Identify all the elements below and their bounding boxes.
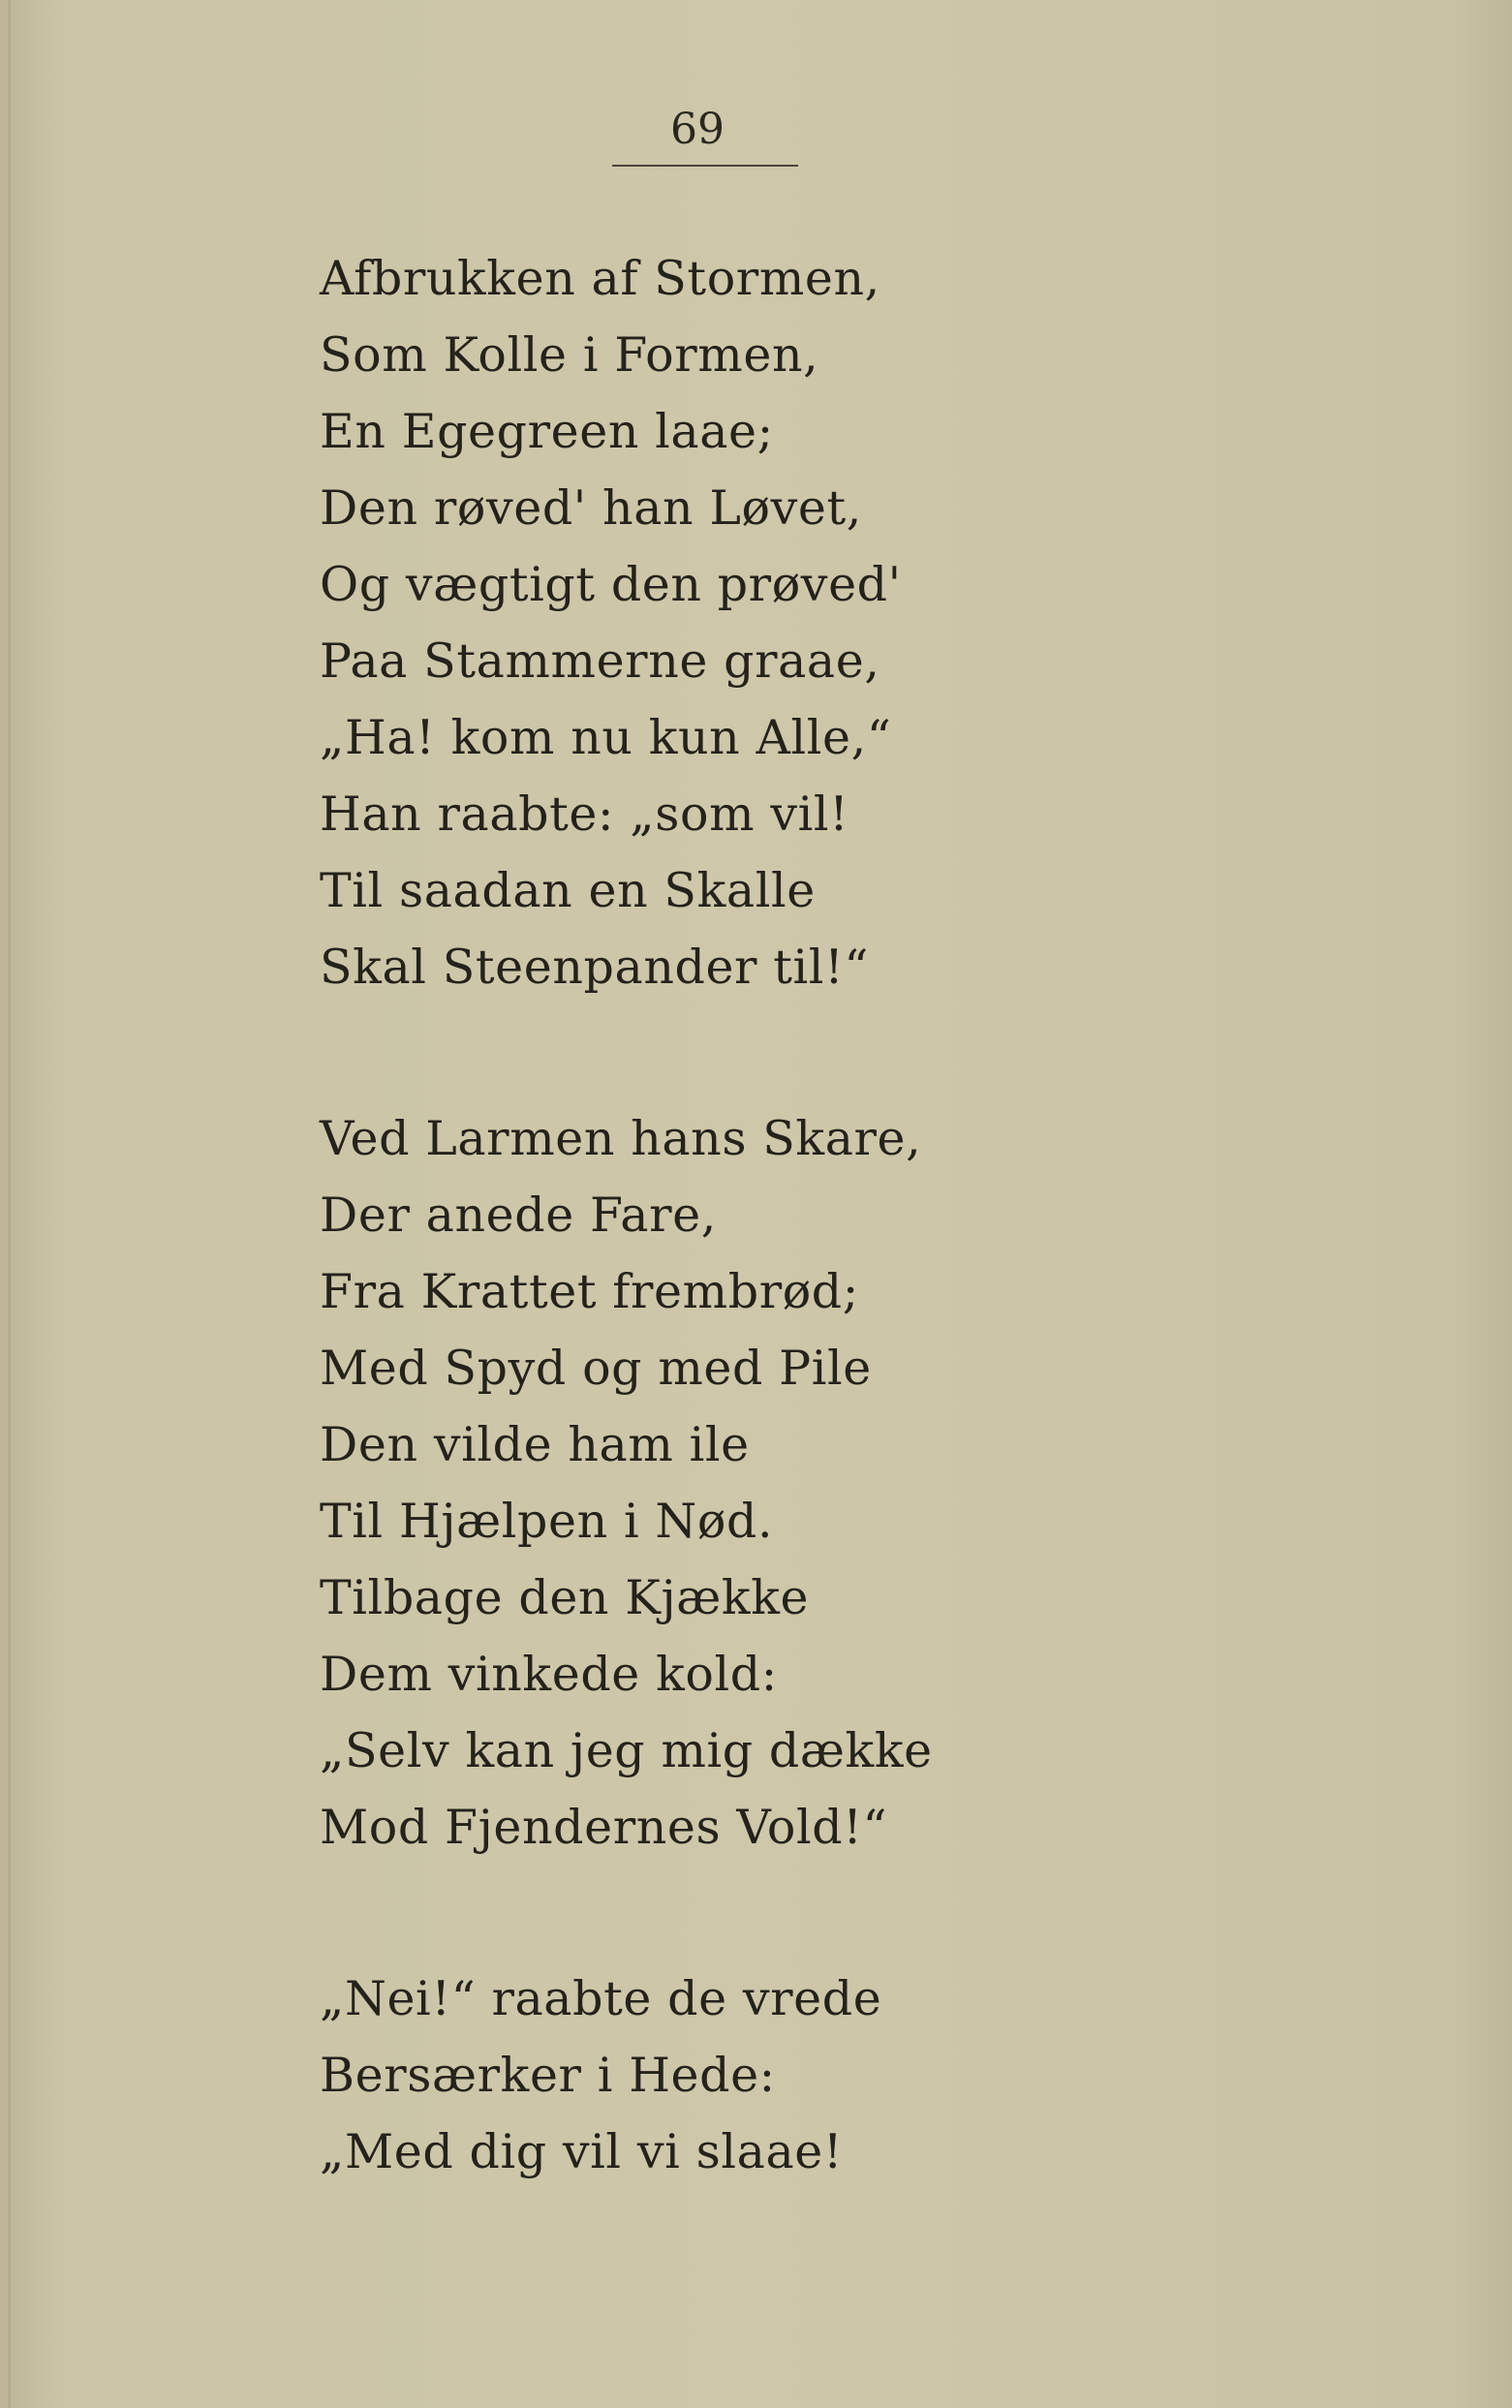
page-number: 69 — [670, 105, 725, 154]
verse-line: Mod Fjendernes Vold!“ — [320, 1800, 888, 1855]
verse-line: Afbrukken af Stormen, — [320, 251, 880, 306]
verse-line: Paa Stammerne graae, — [320, 633, 880, 689]
verse-line: Til saadan en Skalle — [320, 863, 816, 918]
verse-line: Han raabte: „som vil! — [320, 787, 849, 842]
verse-line: Som Kolle i Formen, — [320, 327, 819, 383]
verse-line: Den vilde ham ile — [320, 1417, 750, 1472]
verse-line: Ved Larmen hans Skare, — [320, 1111, 922, 1166]
verse-line: „Selv kan jeg mig dække — [320, 1723, 933, 1778]
verse-line: Tilbage den Kjække — [320, 1570, 810, 1625]
verse-line: Og vægtigt den prøved' — [320, 557, 902, 612]
page-edge — [8, 0, 11, 2408]
verse-line: Der anede Fare, — [320, 1188, 717, 1243]
verse-line: „Ha! kom nu kun Alle,“ — [320, 710, 892, 765]
verse-line: Til Hjælpen i Nød. — [320, 1494, 774, 1549]
verse-line: „Nei!“ raabte de vrede — [320, 1971, 882, 2026]
header-rule — [612, 165, 798, 167]
stanza-2 — [320, 1100, 1288, 1866]
verse-line: Fra Krattet frembrød; — [320, 1264, 859, 1319]
verse-line: „Med dig vil vi slaae! — [320, 2124, 844, 2179]
verse-line: En Egegreen laae; — [320, 404, 774, 459]
verse-line: Den røved' han Løvet, — [320, 480, 862, 536]
verse-line: Bersærker i Hede: — [320, 2048, 776, 2103]
verse-line: Dem vinkede kold: — [320, 1647, 778, 1702]
poem-text — [320, 240, 1288, 2285]
stanza-3 — [320, 1960, 1288, 2190]
verse-line: Skal Steenpander til!“ — [320, 940, 870, 995]
stanza-1 — [320, 240, 1288, 1005]
verse-line: Med Spyd og med Pile — [320, 1341, 872, 1396]
